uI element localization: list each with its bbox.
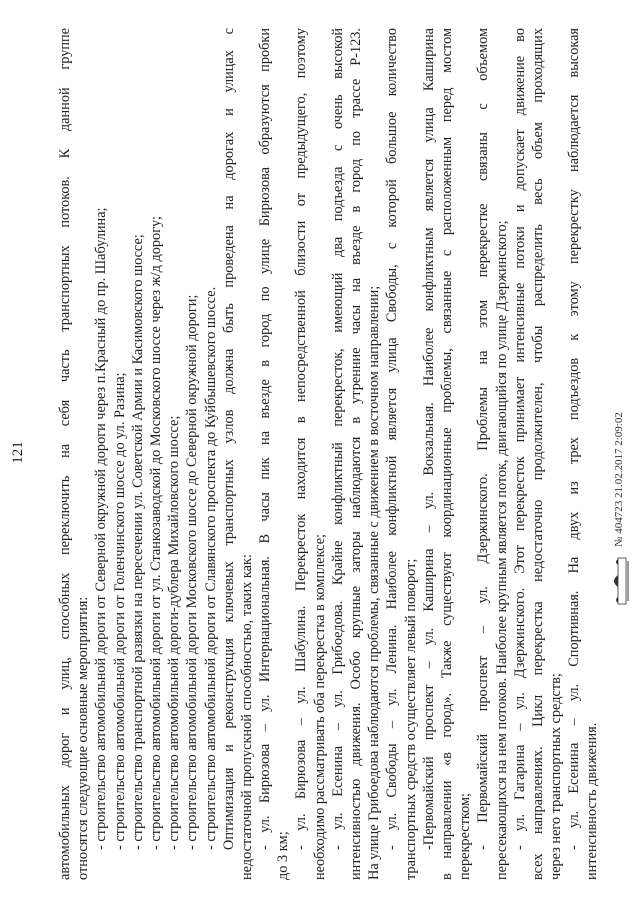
page-number: 121 — [10, 441, 26, 464]
text-line: На улице Грибоедова наблюдаются проблемы, связанные с движением в восточном направлении; — [366, 285, 383, 880]
list-item: - строительство автомобильной дороги Московского шоссе до Северной окружной дороги; — [184, 294, 201, 850]
text-line: относятся следующие основные мероприятия: — [75, 596, 92, 880]
text-line: пересекающихся на нем потоков. Наиболее крупным является поток, двигающийся по улице Дзержинского; — [493, 220, 510, 880]
list-item: - строительство автомобильной дороги от ул. Станкозаводской до Московского шоссе через ж/д дорогу; — [147, 216, 164, 850]
text-line: до 3 км; — [275, 831, 292, 880]
text-line: - ул. Бирюзова – ул. Интернациональная. В часы пик на въезде в город по улице Бирюзова образуются пробки — [257, 28, 274, 850]
text-line: автомобильных дорог и улиц, способных переключить на себя часть транспортных потоков. К данной группе — [57, 28, 73, 880]
text-line: - ул. Есенина – ул. Грибоедова. Крайне конфликтный перекресток, имеющий два подъезда с очень высокой — [329, 28, 346, 850]
text-line: интенсивность движения. — [584, 722, 601, 880]
stamp-text: № 404723 21.02.2017 2:09:02 — [613, 412, 625, 547]
document-body — [56, 28, 602, 880]
text-line: транспортных средств осуществляет левый поворот; — [402, 558, 419, 880]
text-line: - ул. Свободы – ул. Ленина. Наиболее конфликтной является улица Свободы, с которой большое количество — [384, 28, 401, 850]
list-item: - строительство автомобильной дороги от Славянского проспекта до Куйбышевского шоссе. — [202, 286, 219, 850]
text-line: через него транспортных средств; — [548, 673, 565, 880]
text-line: необходимо рассматривать оба перекрестка в комплексе; — [311, 533, 328, 880]
text-line: - ул. Есенина – ул. Спортивная. На двух из трех подъездов к этому перекрестку наблюдается высокая — [566, 28, 583, 850]
text-line: в направлении «в город». Также существуют координационные проблемы, связанные с расположенным перед мостом — [438, 28, 455, 880]
text-line: - Первомайский проспект – ул. Дзержинского. Проблемы на этом перекрестке связаны с объемом — [475, 28, 492, 850]
text-line: -Первомайский проспект – ул. Каширина – ул. Вокзальная. Наиболее конфликтным является улица Каширина — [420, 28, 437, 850]
logo-icon — [608, 557, 630, 605]
text-line: интенсивностью движения. Особо крупные заторы наблюдаются в утренние часы на въезде в город по трассе Р-123. — [348, 28, 364, 880]
text-line: всех направлениях. Цикл перекрестка недостаточно продолжителен, чтобы распределить весь объем проходящих — [529, 28, 546, 880]
list-item: - строительство транспортной развязки на пересечении ул. Советской Армии и Касимовского шоссе; — [129, 234, 146, 850]
text-line: Оптимизация и реконструкция ключевых транспортных узлов должна быть проведена на дорогах и улицах с — [220, 28, 237, 850]
text-line: - ул. Гагарина – ул. Дзержинского. Этот перекресток принимает интенсивные потоки и допускает движение во — [511, 28, 528, 850]
text-line: перекрестком; — [457, 793, 474, 880]
footer-stamp — [608, 412, 630, 605]
text-line: - ул. Бирюзова – ул. Шабулина. Перекресток находится в непосредственной близости от предыдущего, поэтому — [293, 28, 310, 850]
list-item: - строительство автомобильной дороги от Северной окружной дороги через п.Красный до пр. Шабулина; — [93, 207, 110, 850]
text-line: недостаточной пропускной способностью, таких как: — [238, 554, 255, 880]
list-item: - строительство автомобильной дороги от Голенчинского шоссе до ул. Разина; — [111, 372, 128, 850]
list-item: - строительство автомобильной дороги-дублера Михайловского шоссе; — [166, 415, 183, 850]
